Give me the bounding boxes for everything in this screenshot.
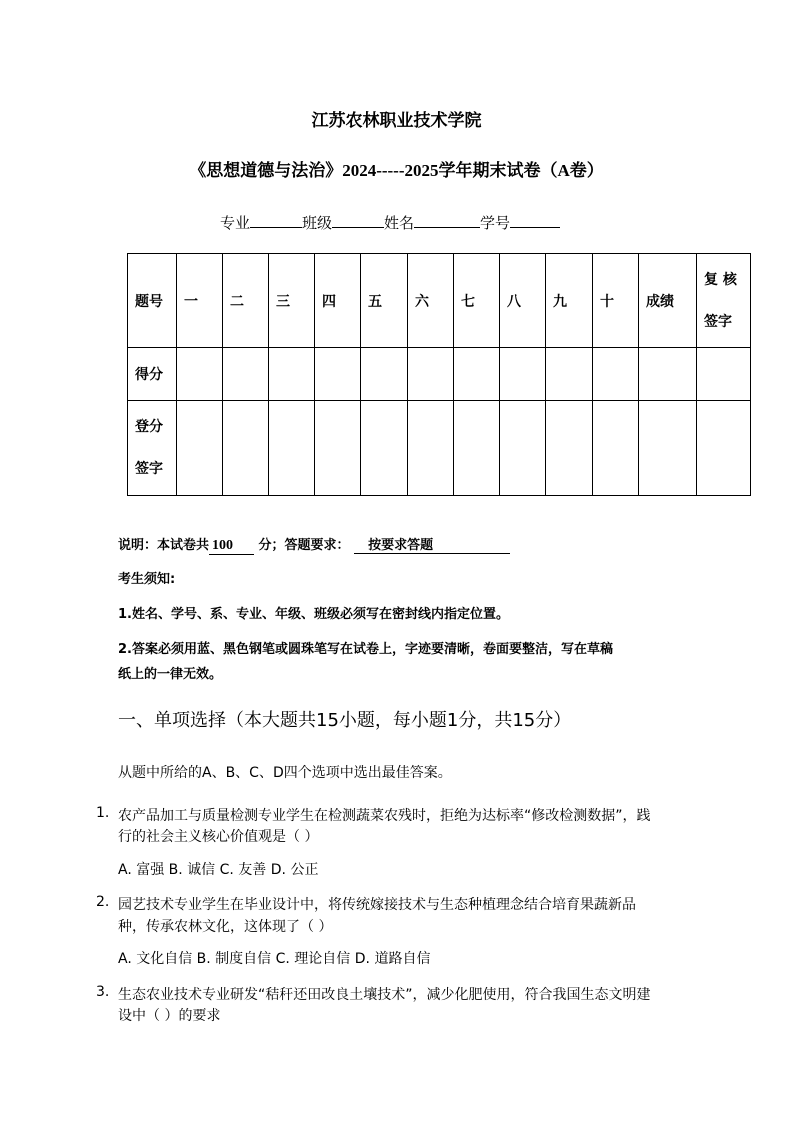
answer-requirement: 按要求答题: [354, 534, 510, 554]
signature-cell[interactable]: [593, 401, 639, 496]
table-header-row: [128, 254, 751, 348]
cell-text: 复 核: [704, 271, 737, 288]
student-id-label: 学号: [480, 214, 511, 232]
table-cell: [128, 401, 177, 496]
student-info-line: [220, 212, 560, 233]
table-cell: 五: [361, 254, 408, 348]
question-options: A. 富强 B. 诚信 C. 友善 D. 公正: [118, 862, 319, 878]
signature-cell[interactable]: [315, 401, 361, 496]
name-blank[interactable]: [414, 213, 480, 228]
exam-title: 《思想道德与法治》2024-----2025学年期末试卷（A卷）: [189, 161, 604, 180]
question-text: 园艺技术专业学生在毕业设计中，将传统嫁接技术与生态种植理念结合培育果蔬新品: [118, 897, 636, 913]
score-cell[interactable]: [593, 348, 639, 401]
table-cell: 八: [500, 254, 546, 348]
section-instruction: 从题中所给的A、B、C、D四个选项中选出最佳答案。: [118, 765, 452, 781]
section-title: 一、单项选择（本大题共15小题，每小题1分，共15分）: [118, 710, 572, 731]
table-cell: 得分: [128, 348, 177, 401]
desc-prefix: 说明：本试卷共: [118, 538, 210, 553]
question-text: 农产品加工与质量检测专业学生在检测蔬菜农残时，拒绝为达标率“修改检测数据”，践: [118, 808, 651, 824]
signature-cell[interactable]: [223, 401, 269, 496]
cell-text: 签字: [135, 461, 163, 477]
score-cell[interactable]: [546, 348, 593, 401]
signature-cell[interactable]: [639, 401, 697, 496]
student-id-blank[interactable]: [510, 213, 560, 228]
table-cell: 一: [177, 254, 223, 348]
table-cell: 二: [223, 254, 269, 348]
exam-description: [118, 534, 510, 555]
table-cell: 十: [593, 254, 639, 348]
score-cell[interactable]: [408, 348, 454, 401]
table-cell: 九: [546, 254, 593, 348]
table-cell: 四: [315, 254, 361, 348]
signature-row: [128, 401, 751, 496]
score-cell[interactable]: [269, 348, 315, 401]
score-cell[interactable]: [315, 348, 361, 401]
cell-text: 签字: [704, 313, 732, 330]
question-text: 种，传承农林文化，这体现了（ ）: [118, 919, 333, 935]
score-cell[interactable]: [223, 348, 269, 401]
table-cell: 三: [269, 254, 315, 348]
major-blank[interactable]: [250, 213, 302, 228]
score-cell[interactable]: [177, 348, 223, 401]
desc-mid: 分；答题要求：: [258, 538, 350, 553]
signature-cell[interactable]: [408, 401, 454, 496]
signature-cell[interactable]: [697, 401, 751, 496]
table-cell: 题号: [128, 254, 177, 348]
signature-cell[interactable]: [177, 401, 223, 496]
question-number: 3.: [96, 984, 110, 1000]
question-options: A. 文化自信 B. 制度自信 C. 理论自信 D. 道路自信: [118, 951, 431, 967]
score-cell[interactable]: [361, 348, 408, 401]
question-number: 2.: [96, 894, 110, 910]
major-label: 专业: [220, 214, 251, 232]
signature-cell[interactable]: [546, 401, 593, 496]
score-row: [128, 348, 751, 401]
cell-text: 登分: [135, 419, 163, 435]
table-cell: [697, 254, 751, 348]
notice-heading: 考生须知:: [118, 572, 176, 587]
class-label: 班级: [302, 214, 333, 232]
table-cell: 成绩: [639, 254, 697, 348]
class-blank[interactable]: [332, 213, 384, 228]
question-text: 设中（ ）的要求: [118, 1008, 221, 1024]
rule-2a: 2.答案必须用蓝、黑色钢笔或圆珠笔写在试卷上，字迹要清晰，卷面要整洁，写在草稿: [118, 642, 613, 657]
score-cell[interactable]: [697, 348, 751, 401]
rule-1: 1.姓名、学号、系、专业、年级、班级必须写在密封线内指定位置。: [118, 607, 509, 622]
signature-cell[interactable]: [361, 401, 408, 496]
school-name: 江苏农林职业技术学院: [311, 111, 482, 131]
table-cell: 七: [454, 254, 500, 348]
score-cell[interactable]: [454, 348, 500, 401]
signature-cell[interactable]: [269, 401, 315, 496]
score-cell[interactable]: [639, 348, 697, 401]
signature-cell[interactable]: [454, 401, 500, 496]
table-cell: 六: [408, 254, 454, 348]
score-cell[interactable]: [500, 348, 546, 401]
question-text: 行的社会主义核心价值观是（ ）: [118, 829, 319, 845]
question-text: 生态农业技术专业研发“秸秆还田改良土壤技术”，减少化肥使用，符合我国生态文明建: [118, 987, 651, 1003]
question-number: 1.: [96, 805, 110, 821]
score-table: [127, 253, 751, 496]
name-label: 姓名: [384, 214, 415, 232]
rule-2b: 纸上的一律无效。: [118, 667, 223, 682]
total-score: 100: [209, 538, 254, 555]
signature-cell[interactable]: [500, 401, 546, 496]
